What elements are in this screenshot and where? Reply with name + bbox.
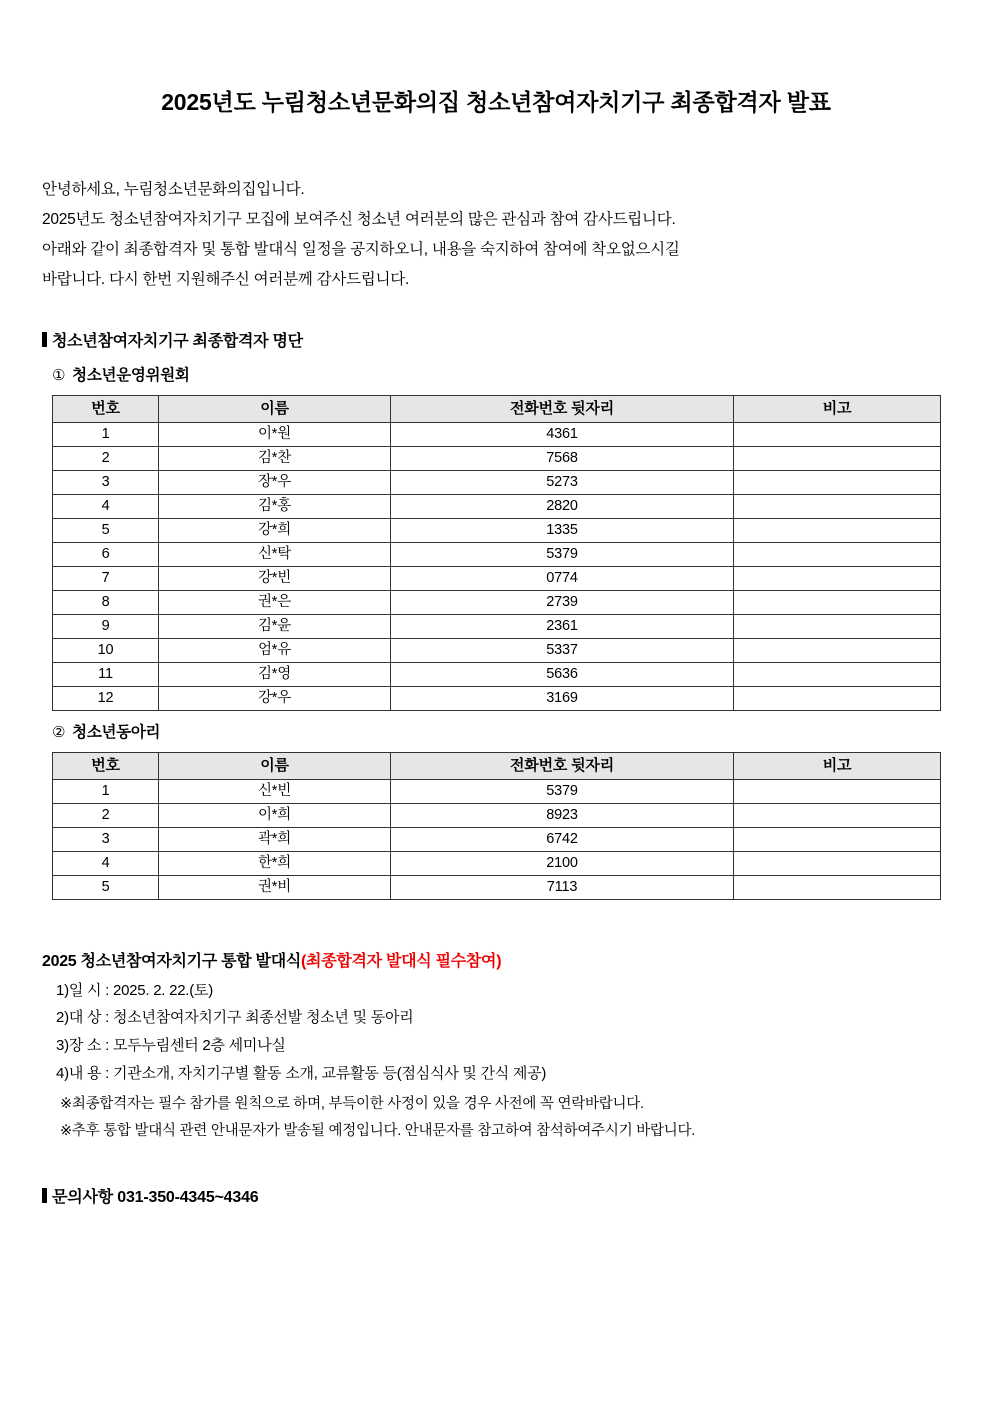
cell-no: 9 [53,614,159,638]
cell-note [734,875,941,899]
cell-note [734,566,941,590]
group-heading-label-2: 청소년동아리 [72,723,161,741]
table-row [53,638,941,662]
event-detail-item: 2)대 상 : 청소년참여자치기구 최종선발 청소년 및 동아리 [56,1009,414,1027]
event-notes [0,1088,992,1146]
roster-table-wrapper-2 [0,742,992,900]
contact-line [0,1146,992,1207]
cell-name: 강*희 [159,518,391,542]
roster-table-body-2 [53,779,941,899]
cell-no: 3 [53,827,159,851]
cell-note [734,422,941,446]
cell-phone: 5379 [391,779,734,803]
cell-no: 1 [53,779,159,803]
roster-section-heading [0,296,992,354]
table-row [53,590,941,614]
table-row [53,566,941,590]
column-header-note: 비고 [734,752,941,779]
table-row [53,686,941,710]
cell-phone: 5337 [391,638,734,662]
cell-phone: 7113 [391,875,734,899]
cell-phone: 2820 [391,494,734,518]
event-detail-item: 1)일 시 : 2025. 2. 22.(토) [56,981,213,999]
cell-name: 강*우 [159,686,391,710]
cell-phone: 7568 [391,446,734,470]
cell-no: 1 [53,422,159,446]
cell-note [734,662,941,686]
cell-no: 4 [53,494,159,518]
cell-note [734,470,941,494]
table-header-row [53,395,941,422]
cell-name: 강*빈 [159,566,391,590]
table-row [53,422,941,446]
cell-no: 12 [53,686,159,710]
cell-note [734,542,941,566]
cell-note [734,686,941,710]
cell-phone: 5273 [391,470,734,494]
cell-phone: 5379 [391,542,734,566]
column-header-name: 이름 [159,395,391,422]
table-row [53,875,941,899]
cell-note [734,779,941,803]
cell-no: 7 [53,566,159,590]
cell-no: 2 [53,446,159,470]
cell-name: 김*홍 [159,494,391,518]
contact-label: 문의사항 [52,1188,114,1206]
intro-line-3: 아래와 같이 최종합격자 및 통합 발대식 일정을 공지하오니, 내용을 숙지하여 참여에 착오없으시길 [42,241,680,259]
bullet-bar-icon [42,1188,47,1203]
column-header-phone: 전화번호 뒷자리 [391,395,734,422]
cell-no: 10 [53,638,159,662]
cell-note [734,851,941,875]
cell-name: 장*우 [159,470,391,494]
table-row [53,827,941,851]
table-row [53,614,941,638]
cell-no: 2 [53,803,159,827]
table-row [53,662,941,686]
event-detail-item: 3)장 소 : 모두누림센터 2층 세미나실 [56,1037,286,1055]
group-heading-2 [0,711,992,742]
cell-note [734,446,941,470]
intro-paragraph [0,117,992,296]
cell-name: 김*윤 [159,614,391,638]
group-heading-1 [0,354,992,385]
cell-name: 신*탁 [159,542,391,566]
cell-name: 권*비 [159,875,391,899]
cell-note [734,494,941,518]
event-note-1: ※최종합격자는 필수 참가를 원칙으로 하며, 부득이한 사정이 있을 경우 사전에 꼭 연락바랍니다. [60,1095,644,1112]
table-row [53,779,941,803]
cell-phone: 2739 [391,590,734,614]
cell-no: 6 [53,542,159,566]
event-section-heading [0,900,992,971]
table-row [53,542,941,566]
cell-note [734,638,941,662]
cell-name: 한*희 [159,851,391,875]
column-header-note: 비고 [734,395,941,422]
column-header-phone: 전화번호 뒷자리 [391,752,734,779]
cell-name: 권*은 [159,590,391,614]
table-row [53,470,941,494]
cell-name: 김*영 [159,662,391,686]
cell-phone: 2361 [391,614,734,638]
column-header-no: 번호 [53,395,159,422]
event-heading-required-note: (최종합격자 발대식 필수참여) [301,952,502,970]
cell-no: 5 [53,518,159,542]
cell-note [734,590,941,614]
page-title: 2025년도 누림청소년문화의집 청소년참여자치기구 최종합격자 발표 [161,89,831,115]
table-row [53,851,941,875]
cell-name: 이*희 [159,803,391,827]
circled-number-icon-2: ② [52,723,66,741]
column-header-name: 이름 [159,752,391,779]
cell-phone: 0774 [391,566,734,590]
cell-name: 이*원 [159,422,391,446]
cell-no: 5 [53,875,159,899]
table-row [53,446,941,470]
cell-no: 3 [53,470,159,494]
roster-table-2 [52,752,941,900]
intro-line-2: 2025년도 청소년참여자치기구 모집에 보여주신 청소년 여러분의 많은 관심과 참여 감사드립니다. [42,210,676,228]
roster-section-heading-label: 청소년참여자치기구 최종합격자 명단 [52,332,303,350]
cell-note [734,827,941,851]
roster-table-wrapper-1 [0,385,992,711]
cell-note [734,518,941,542]
roster-table-1 [52,395,941,711]
event-detail-list [0,971,992,1088]
contact-phone: 031-350-4345~4346 [117,1188,259,1206]
cell-phone: 5636 [391,662,734,686]
cell-phone: 3169 [391,686,734,710]
intro-line-1: 안녕하세요, 누림청소년문화의집입니다. [42,180,305,198]
cell-note [734,803,941,827]
cell-phone: 8923 [391,803,734,827]
table-header-row [53,752,941,779]
cell-name: 김*찬 [159,446,391,470]
cell-no: 4 [53,851,159,875]
event-note-2: ※추후 통합 발대식 관련 안내문자가 발송될 예정입니다. 안내문자를 참고하여 참석하여주시기 바랍니다. [60,1123,696,1140]
circled-number-icon-1: ① [52,366,66,384]
intro-line-4: 바랍니다. 다시 한번 지원해주신 여러분께 감사드립니다. [42,271,410,289]
cell-phone: 6742 [391,827,734,851]
cell-name: 곽*희 [159,827,391,851]
event-detail-item: 4)내 용 : 기관소개, 자치기구별 활동 소개, 교류활동 등(점심식사 및 간식 제공) [56,1064,547,1082]
table-row [53,494,941,518]
cell-name: 엄*유 [159,638,391,662]
table-row [53,803,941,827]
cell-phone: 2100 [391,851,734,875]
roster-table-body-1 [53,422,941,710]
cell-phone: 1335 [391,518,734,542]
column-header-no: 번호 [53,752,159,779]
bullet-bar-icon [42,332,47,347]
cell-no: 11 [53,662,159,686]
event-heading-main: 2025 청소년참여자치기구 통합 발대식 [42,952,302,970]
table-row [53,518,941,542]
cell-no: 8 [53,590,159,614]
cell-name: 신*빈 [159,779,391,803]
group-heading-label-1: 청소년운영위원회 [72,366,190,384]
cell-phone: 4361 [391,422,734,446]
cell-note [734,614,941,638]
